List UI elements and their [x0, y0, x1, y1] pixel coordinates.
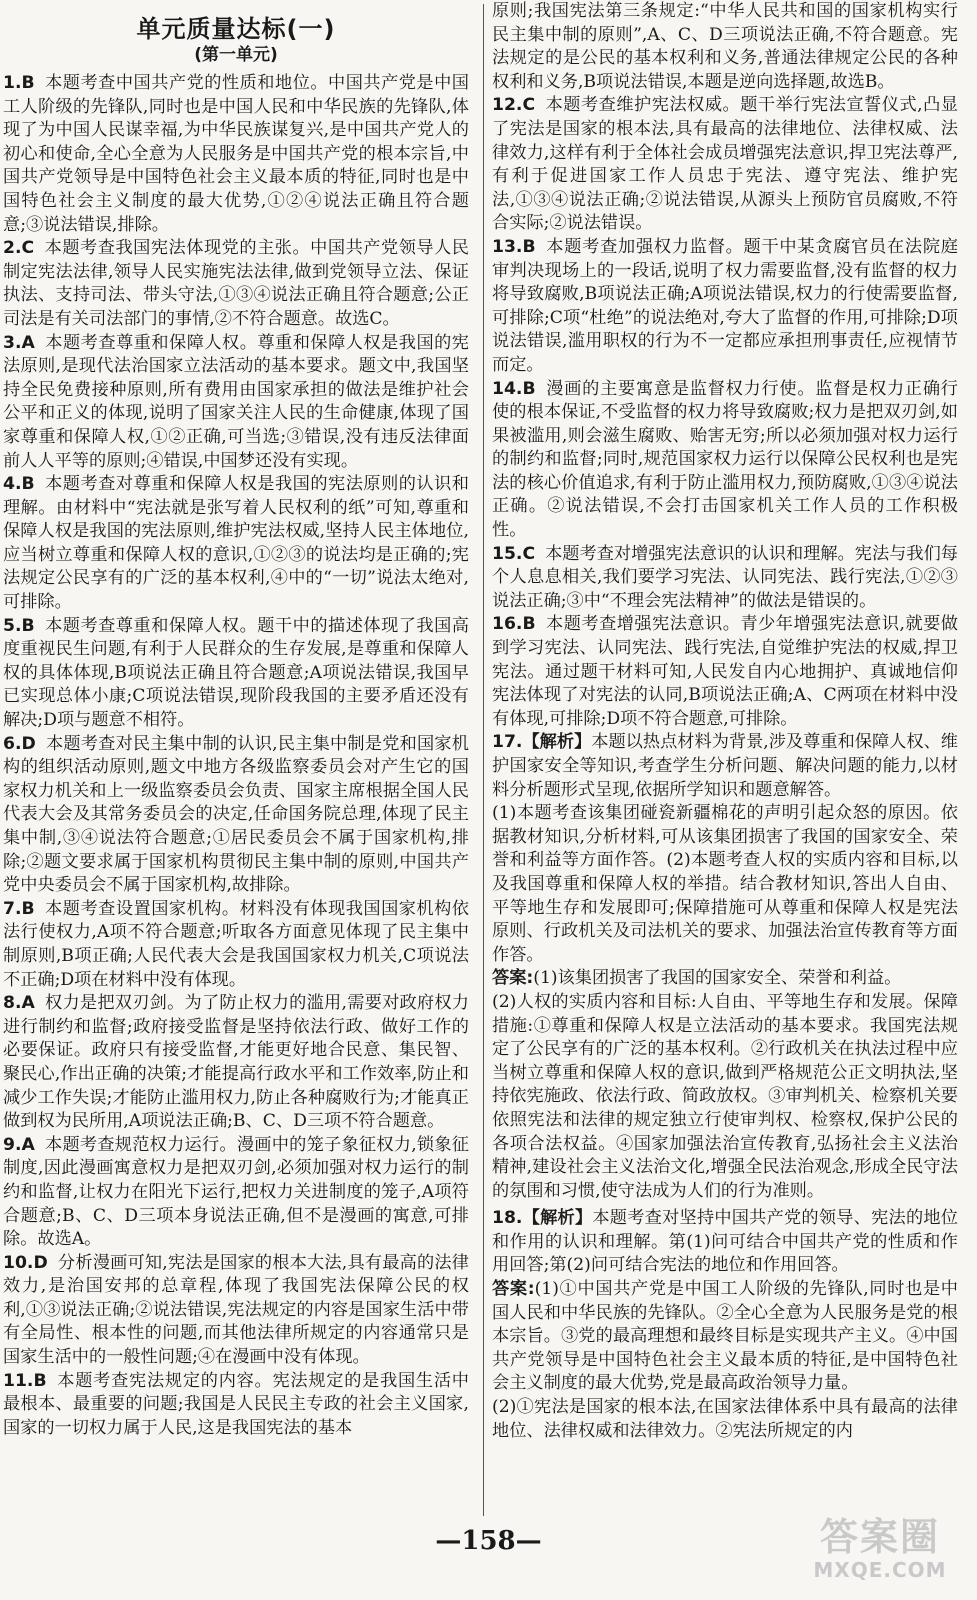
answer-letter: D [21, 733, 36, 754]
answer-item [492, 0, 958, 94]
question-number: 6. [3, 733, 22, 754]
q17-analysis-text: 本题以热点材料为背景,涉及尊重和保障人权、维护国家安全等知识,考查学生分析问题、解决问题的能力,以材料分析题形式呈现,依据所学知识和题意解答。 [492, 732, 958, 800]
answer-item [3, 733, 469, 898]
left-column [3, 0, 469, 1440]
answer-item [3, 1134, 469, 1252]
q18-analysis-tag: 【解析】 [522, 1208, 593, 1229]
explanation-text: 本题考查宪法规定的内容。宪法规定的是我国生活中最根本、最重要的问题;我国是人民民主专政的社会主义国家,国家的一切权力属于人民,这是我国宪法的基本 [3, 1370, 469, 1438]
question-number: 15. [492, 543, 523, 564]
watermark-logo [795, 1516, 965, 1586]
answer-item [3, 72, 469, 237]
q17-analysis [492, 731, 958, 802]
left-answer-list [3, 72, 469, 1440]
q18-answer-2: (2)①宪法是国家的根本法,在国家法律体系中具有最高的法律地位、法律权威和法律效力。②宪法所规定的内 [492, 1397, 958, 1441]
answer-item [492, 543, 958, 614]
explanation-text: 本题考查中国共产党的性质和地位。中国共产党是中国工人阶级的先锋队,同时也是中国人民和中华民族的先锋队,体现了为中国人民谋幸福,为中华民族谋复兴,是中国共产党人的初心和使命,全心全意为人民服务是中国共产党的根本宗旨,中国共产党领导是中国特色社会主义最本质的特征,同时也是中国特色社会主义制度的最大优势,①②④说法正确且符合题意;③说法错误,排除。 [3, 73, 469, 235]
question-17 [492, 731, 958, 1203]
question-number: 13. [492, 236, 523, 257]
watermark-site: MXQE.COM [813, 1558, 947, 1582]
explanation-text: 本题考查尊重和保障人权。题干中的描述体现了我国高度重视民生问题,有利于人民群众的生存发展,是尊重和保障人权的具体体现,B项说法正确且符合题意;A项说法错误,我国早已实现总体小康;C项说法错误,现阶段我国的主要矛盾还没有解决;D项与题意不相符。 [3, 615, 469, 731]
question-18 [492, 1207, 958, 1443]
answer-letter: C [21, 238, 35, 259]
explanation-text: 本题考查设置国家机构。材料没有体现我国国家机构依法行使权力,A项不符合题意;听取各方面意见体现了民主集中制原则,B项正确;人民代表大会是我国国家权力机关,C项说法不正确;D项在材料中没有体现。 [3, 898, 469, 990]
answer-item [3, 332, 469, 474]
column-divider [483, 4, 484, 1516]
question-number: 12. [492, 95, 523, 116]
q18-answer-tag: 答案: [492, 1279, 535, 1300]
explanation-text: 分析漫画可知,宪法是国家的根本大法,具有最高的法律效力,是治国安邦的总章程,体现了我国宪法保障公民的权利,①③说法正确;②说法错误,宪法规定的内容是国家生活中带有全局性、根本性的问题,而其他法律所规定的内容通常只是国家生活中的一般性问题;④在漫画中没有体现。 [3, 1252, 469, 1368]
q17-answer-1-text: (1)该集团损害了我国的国家安全、荣誉和利益。 [533, 968, 902, 989]
question-number: 5. [3, 615, 22, 636]
answer-item [3, 1252, 469, 1370]
answer-letter: B [33, 1370, 47, 1391]
question-number: 14. [492, 378, 523, 399]
question-number: 9. [3, 1134, 22, 1155]
answer-item [3, 237, 469, 331]
q17-analysis-detail: (1)本题考查该集团碰瓷新疆棉花的声明引起众怒的原因。依据教材知识,分析材料,可从该集团损害了我国的国家安全、荣誉和利益等方面作答。(2)本题考查人权的实质内容和目标,以及我国尊重和保障人权的举措。结合教材知识,答出人自由、平等地生存和发展即可;保障措施可从尊重和保障人权是宪法原则、行政机关及司法机关的要求、加强法治宣传教育等方面作答。 [492, 803, 958, 965]
explanation-text: 漫画的主要寓意是监督权力行使。监督是权力正确行使的根本保证,不受监督的权力将导致腐败;权力是把双刃剑,如果被滥用,则会滋生腐败、贻害无穷;所以必须加强对权力运行的制约和监督;同时,规范国家权力运行以保障公民权利也是宪法的核心价值追求,有利于防止滥用权力,预防腐败,①③④说法正确。②说法错误,不会打击国家机关工作人员的工作积极性。 [492, 378, 958, 541]
answer-item [492, 378, 958, 543]
answer-letter: B [21, 615, 35, 636]
answer-item [3, 473, 469, 615]
question-number: 4. [3, 474, 22, 495]
answer-letter: B [522, 614, 536, 635]
answer-letter: A [21, 1134, 35, 1155]
explanation-text: 权力是把双刃剑。为了防止权力的滥用,需要对政府权力进行制约和监督;政府接受监督是坚持依法行政、做好工作的必要保证。政府只有接受监督,才能更好地合民意、集民智、聚民心,作出正确的决策;才能提高行政水平和工作效率,防止和减少工作失误;才能防止滥用权力,防止各种腐败行为;才能真正做到权为民所用,A项说法正确;B、C、D三项不符合题意。 [3, 993, 469, 1132]
question-number: 7. [3, 898, 22, 919]
answer-item [492, 236, 958, 378]
answer-letter: D [33, 1252, 48, 1273]
q17-number: 17. [492, 732, 523, 753]
q18-answer-1-text: (1)①中国共产党是中国工人阶级的先锋队,同时也是中国人民和中华民族的先锋队。②全心全意为人民服务是党的根本宗旨。③党的最高理想和最终目标是实现共产主义。④中国共产党领导是中国特色社会主义最本质的特征,是中国特色社会主义制度的最大优势,党是最高政治领导力量。 [492, 1279, 958, 1394]
right-answer-list [492, 0, 958, 731]
question-number: 1. [3, 73, 22, 93]
watermark-mark: 答案圈 [819, 1515, 940, 1559]
explanation-text: 本题考查对尊重和保障人权是我国的宪法原则的认识和理解。由材料中“宪法就是张写着人民权利的纸”可知,尊重和保障人权是我国的宪法原则,维护宪法权威,坚持人民主体地位,应当树立尊重和保障人权的意识,①②③的说法均是正确的;宪法规定公民享有的广泛的基本权利,④中的“一切”说法太绝对,可排除。 [3, 474, 469, 613]
answer-letter: B [21, 73, 35, 93]
q18-analysis [492, 1207, 958, 1278]
question-number: 11. [3, 1370, 34, 1391]
answer-item [3, 992, 469, 1134]
q18-analysis-text: 本题考查对坚持中国共产党的领导、宪法的地位和作用的认识和理解。第(1)问可结合中国共产党的性质和作用回答;第(2)问可结合宪法的地位和作用回答。 [492, 1208, 958, 1276]
explanation-text: 本题考查规范权力运行。漫画中的笼子象征权力,锁象征制度,因此漫画寓意权力是把双刃剑,必须加强对权力运行的制约和监督,让权力在阳光下运行,把权力关进制度的笼子,A项符合题意;B、C、D三项本身说法正确,但不是漫画的寓意,可排除。故选A。 [3, 1134, 469, 1250]
explanation-text: 本题考查对民主集中制的认识,民主集中制是党和国家机构的组织活动原则,题文中地方各级监察委员会对产生它的国家权力机关和上一级监察委员会负责、国家主席根据全国人民代表大会及其常务委员会的决定,任命国务院总理,体现了民主集中制,③④说法符合题意;①居民委员会不属于国家机构,排除;②题文要求属于国家机构贯彻民主集中制的原则,中国共产党中央委员会不属于国家机构,故排除。 [3, 733, 469, 896]
question-number: 3. [3, 332, 22, 353]
question-number: 16. [492, 614, 523, 635]
answer-letter: C [522, 543, 536, 564]
explanation-text: 原则;我国宪法第三条规定:“中华人民共和国的国家机构实行民主集中制的原则”,A、C、D三项说法正确,不符合题意。宪法规定的是公民的基本权利和义务,普通法律规定公民的各种权利和义务,B项说法错误,本题是逆向选择题,故选B。 [492, 1, 958, 92]
answer-letter: B [522, 378, 536, 399]
answer-letter: B [21, 898, 35, 919]
answer-letter: B [522, 236, 536, 257]
answer-item [3, 1370, 469, 1441]
answer-letter: B [21, 474, 35, 495]
page-number: —158— [435, 1526, 542, 1556]
explanation-text: 本题考查维护宪法权威。题干举行宪法宣誓仪式,凸显了宪法是国家的根本法,具有最高的法律地位、法律权威、法律效力,这样有利于全体社会成员增强宪法意识,捍卫宪法尊严,有利于促进国家工作人员忠于宪法、遵守宪法、维护宪法,①③④说法正确;②说法错误,从源头上预防官员腐败,不符合实际;②说法错误。 [492, 95, 958, 234]
question-number: 8. [3, 993, 22, 1014]
explanation-text: 本题考查增强宪法意识。青少年增强宪法意识,就要做到学习宪法、认同宪法、践行宪法,自觉维护宪法的权威,捍卫宪法。通过题干材料可知,人民发自内心地拥护、真诚地信仰宪法体现了对宪法的认同,B项说法正确;A、C两项在材料中没有体现,可排除;D项不符合题意,可排除。 [492, 614, 958, 729]
answer-letter: A [21, 332, 35, 353]
right-column [492, 0, 958, 1447]
explanation-text: 本题考查我国宪法体现党的主张。中国共产党领导人民制定宪法法律,领导人民实施宪法法律,做到党领导立法、保证执法、支持司法、带头守法,①③④说法正确且符合题意;公正司法是有关司法部门的事情,②不符合题意。故选C。 [3, 238, 469, 329]
answer-item [3, 615, 469, 733]
q17-answer-2: (2)人权的实质内容和目标:人自由、平等地生存和发展。保障措施:①尊重和保障人权是立法活动的基本要求。我国宪法规定了公民享有的广泛的基本权利。②行政机关在执法过程中应当树立尊重和保障人权的意识,做到严格规范公正文明执法,坚持依宪施政、依法行政、简政放权。③审判机关、检察机关要依照宪法和法律的规定独立行使审判权、检察权,保护公民的各项合法权益。④国家加强法治宣传教育,弘扬社会主义法治精神,建设社会主义法治文化,增强全民法治观念,形成全民守法的氛围和习惯,使守法成为人们的行为准则。 [492, 991, 958, 1201]
q18-number: 18. [492, 1208, 523, 1229]
q17-analysis-tag: 【解析】 [522, 732, 592, 753]
answer-item [492, 94, 958, 236]
explanation-text: 本题考查尊重和保障人权。尊重和保障人权是我国的宪法原则,是现代法治国家立法活动的基本要求。题文中,我国坚持全民免费接种原则,所有费用由国家承担的做法是维护社会公平和正义的体现,说明了国家关注人民的生命健康,体现了国家尊重和保障人权,①②正确,可当选;③错误,没有违反法律面前人人平等的原则;④错误,中国梦还没有实现。 [3, 332, 469, 471]
question-number: 10. [3, 1252, 34, 1273]
answer-item [492, 613, 958, 731]
answer-item [3, 898, 469, 992]
page-title: 单元质量达标(一) [136, 15, 336, 43]
answer-letter: C [522, 95, 536, 116]
explanation-text: 本题考查加强权力监督。题干中某贪腐官员在法院庭审判决现场上的一段话,说明了权力需要监督,没有监督的权力将导致腐败,B项说法正确;A项说法错误,权力的行使需要监督,可排除;C项“杜绝”的说法绝对,夸大了监督的作用,可排除;D项说法错误,滥用职权的行为不一定都应承担刑事责任,应视情节而定。 [492, 236, 958, 375]
q18-answer-1 [492, 1278, 958, 1396]
q17-answer-tag: 答案: [492, 968, 534, 989]
answer-letter: A [21, 993, 35, 1014]
q17-answer-1 [492, 967, 958, 991]
explanation-text: 本题考查对增强宪法意识的认识和理解。宪法与我们每个人息息相关,我们要学习宪法、认同宪法、践行宪法,①②③说法正确;③中“不理会宪法精神”的做法是错误的。 [492, 543, 958, 611]
question-number: 2. [3, 238, 22, 259]
page-subtitle: (第一单元) [194, 45, 278, 65]
